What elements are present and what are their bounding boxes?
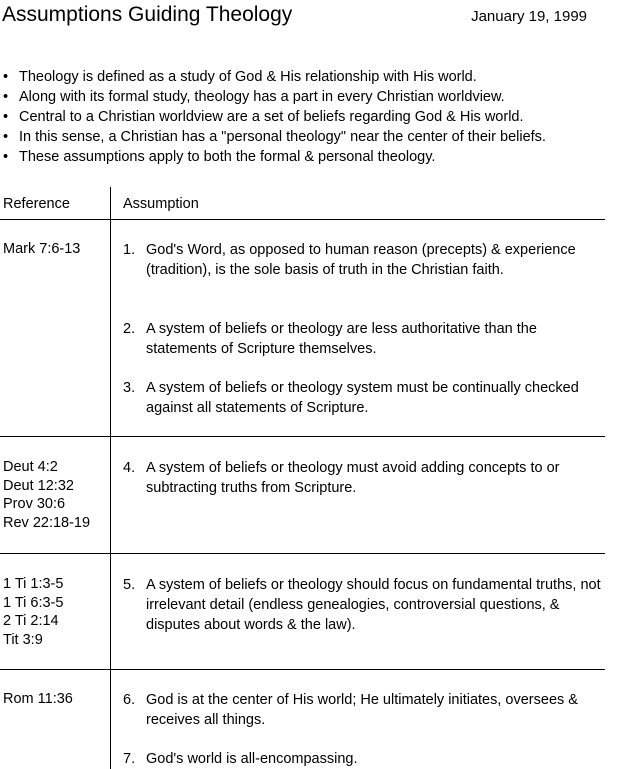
- assumption-number: 2.: [123, 321, 136, 337]
- row-divider: [0, 436, 605, 437]
- scripture-reference: Prov 30:6: [3, 496, 66, 512]
- column-divider: [110, 187, 111, 769]
- scripture-reference: Deut 4:2: [3, 459, 58, 475]
- intro-bullet-text: In this sense, a Christian has a "personal theology" near the center of their beliefs.: [19, 129, 546, 145]
- intro-bullet-text: Theology is defined as a study of God & His relationship with His world.: [19, 69, 477, 85]
- assumption-item: [123, 575, 603, 635]
- scripture-reference: 1 Ti 1:3-5: [3, 576, 64, 592]
- assumption-text: A system of beliefs or theology must avoid adding concepts to or subtracting truths from Scripture.: [146, 460, 560, 496]
- scripture-reference: 2 Ti 2:14: [3, 613, 59, 629]
- intro-bullet-list: [3, 67, 546, 167]
- bullet-icon: •: [3, 109, 9, 125]
- assumption-text: A system of beliefs or theology should focus on fundamental truths, not irrelevant detail (endless genealogies, controversial questions, & disputes about words & the law).: [146, 577, 601, 633]
- reference-cell: [3, 575, 63, 649]
- scripture-reference: Rom 11:36: [3, 691, 73, 707]
- intro-bullet-item: [3, 127, 546, 147]
- document-date: January 19, 1999: [471, 8, 587, 25]
- bullet-icon: •: [3, 89, 9, 105]
- assumption-item: [123, 378, 603, 418]
- bullet-icon: •: [3, 149, 9, 165]
- assumption-column-header: Assumption: [123, 196, 199, 212]
- page-title: Assumptions Guiding Theology: [2, 3, 293, 26]
- assumption-text: A system of beliefs or theology system must be continually checked against all statements of Scripture.: [146, 380, 579, 416]
- assumption-item: [123, 319, 603, 359]
- assumption-item: [123, 749, 603, 769]
- assumption-item: [123, 458, 603, 498]
- intro-bullet-text: Along with its formal study, theology has a part in every Christian worldview.: [19, 89, 505, 105]
- assumption-number: 7.: [123, 751, 136, 767]
- assumption-item: [123, 240, 603, 280]
- assumption-number: 4.: [123, 460, 136, 476]
- header-divider: [0, 219, 605, 220]
- intro-bullet-item: [3, 87, 546, 107]
- scripture-reference: 1 Ti 6:3-5: [3, 594, 64, 611]
- scripture-reference: Mark 7:6-13: [3, 241, 81, 257]
- page-header: [0, 0, 617, 40]
- reference-cell: [3, 458, 90, 532]
- intro-bullet-text: These assumptions apply to both the formal & personal theology.: [19, 149, 436, 165]
- assumption-text: God's world is all-encompassing.: [146, 751, 358, 767]
- intro-bullet-item: [3, 107, 546, 127]
- assumption-text: God's Word, as opposed to human reason (precepts) & experience (tradition), is the sole basis of truth in the Christian faith.: [146, 242, 576, 278]
- reference-cell: [3, 240, 80, 259]
- intro-bullet-item: [3, 67, 546, 87]
- intro-bullet-item: [3, 147, 546, 167]
- scripture-reference: Deut 12:32: [3, 477, 74, 494]
- row-divider: [0, 669, 605, 670]
- bullet-icon: •: [3, 69, 9, 85]
- bullet-icon: •: [3, 129, 9, 145]
- scripture-reference: Tit 3:9: [3, 631, 43, 648]
- assumption-text: A system of beliefs or theology are less authoritative than the statements of Scripture themselves.: [146, 321, 537, 357]
- assumption-item: [123, 690, 603, 730]
- assumption-number: 6.: [123, 692, 136, 708]
- assumption-text: God is at the center of His world; He ultimately initiates, oversees & receives all things.: [146, 692, 578, 728]
- reference-cell: [3, 690, 73, 709]
- intro-bullet-text: Central to a Christian worldview are a set of beliefs regarding God & His world.: [19, 109, 524, 125]
- scripture-reference: Rev 22:18-19: [3, 514, 91, 531]
- assumption-number: 5.: [123, 577, 136, 593]
- reference-column-header: Reference: [3, 196, 70, 212]
- assumption-number: 3.: [123, 380, 136, 396]
- assumption-number: 1.: [123, 242, 136, 258]
- row-divider: [0, 553, 605, 554]
